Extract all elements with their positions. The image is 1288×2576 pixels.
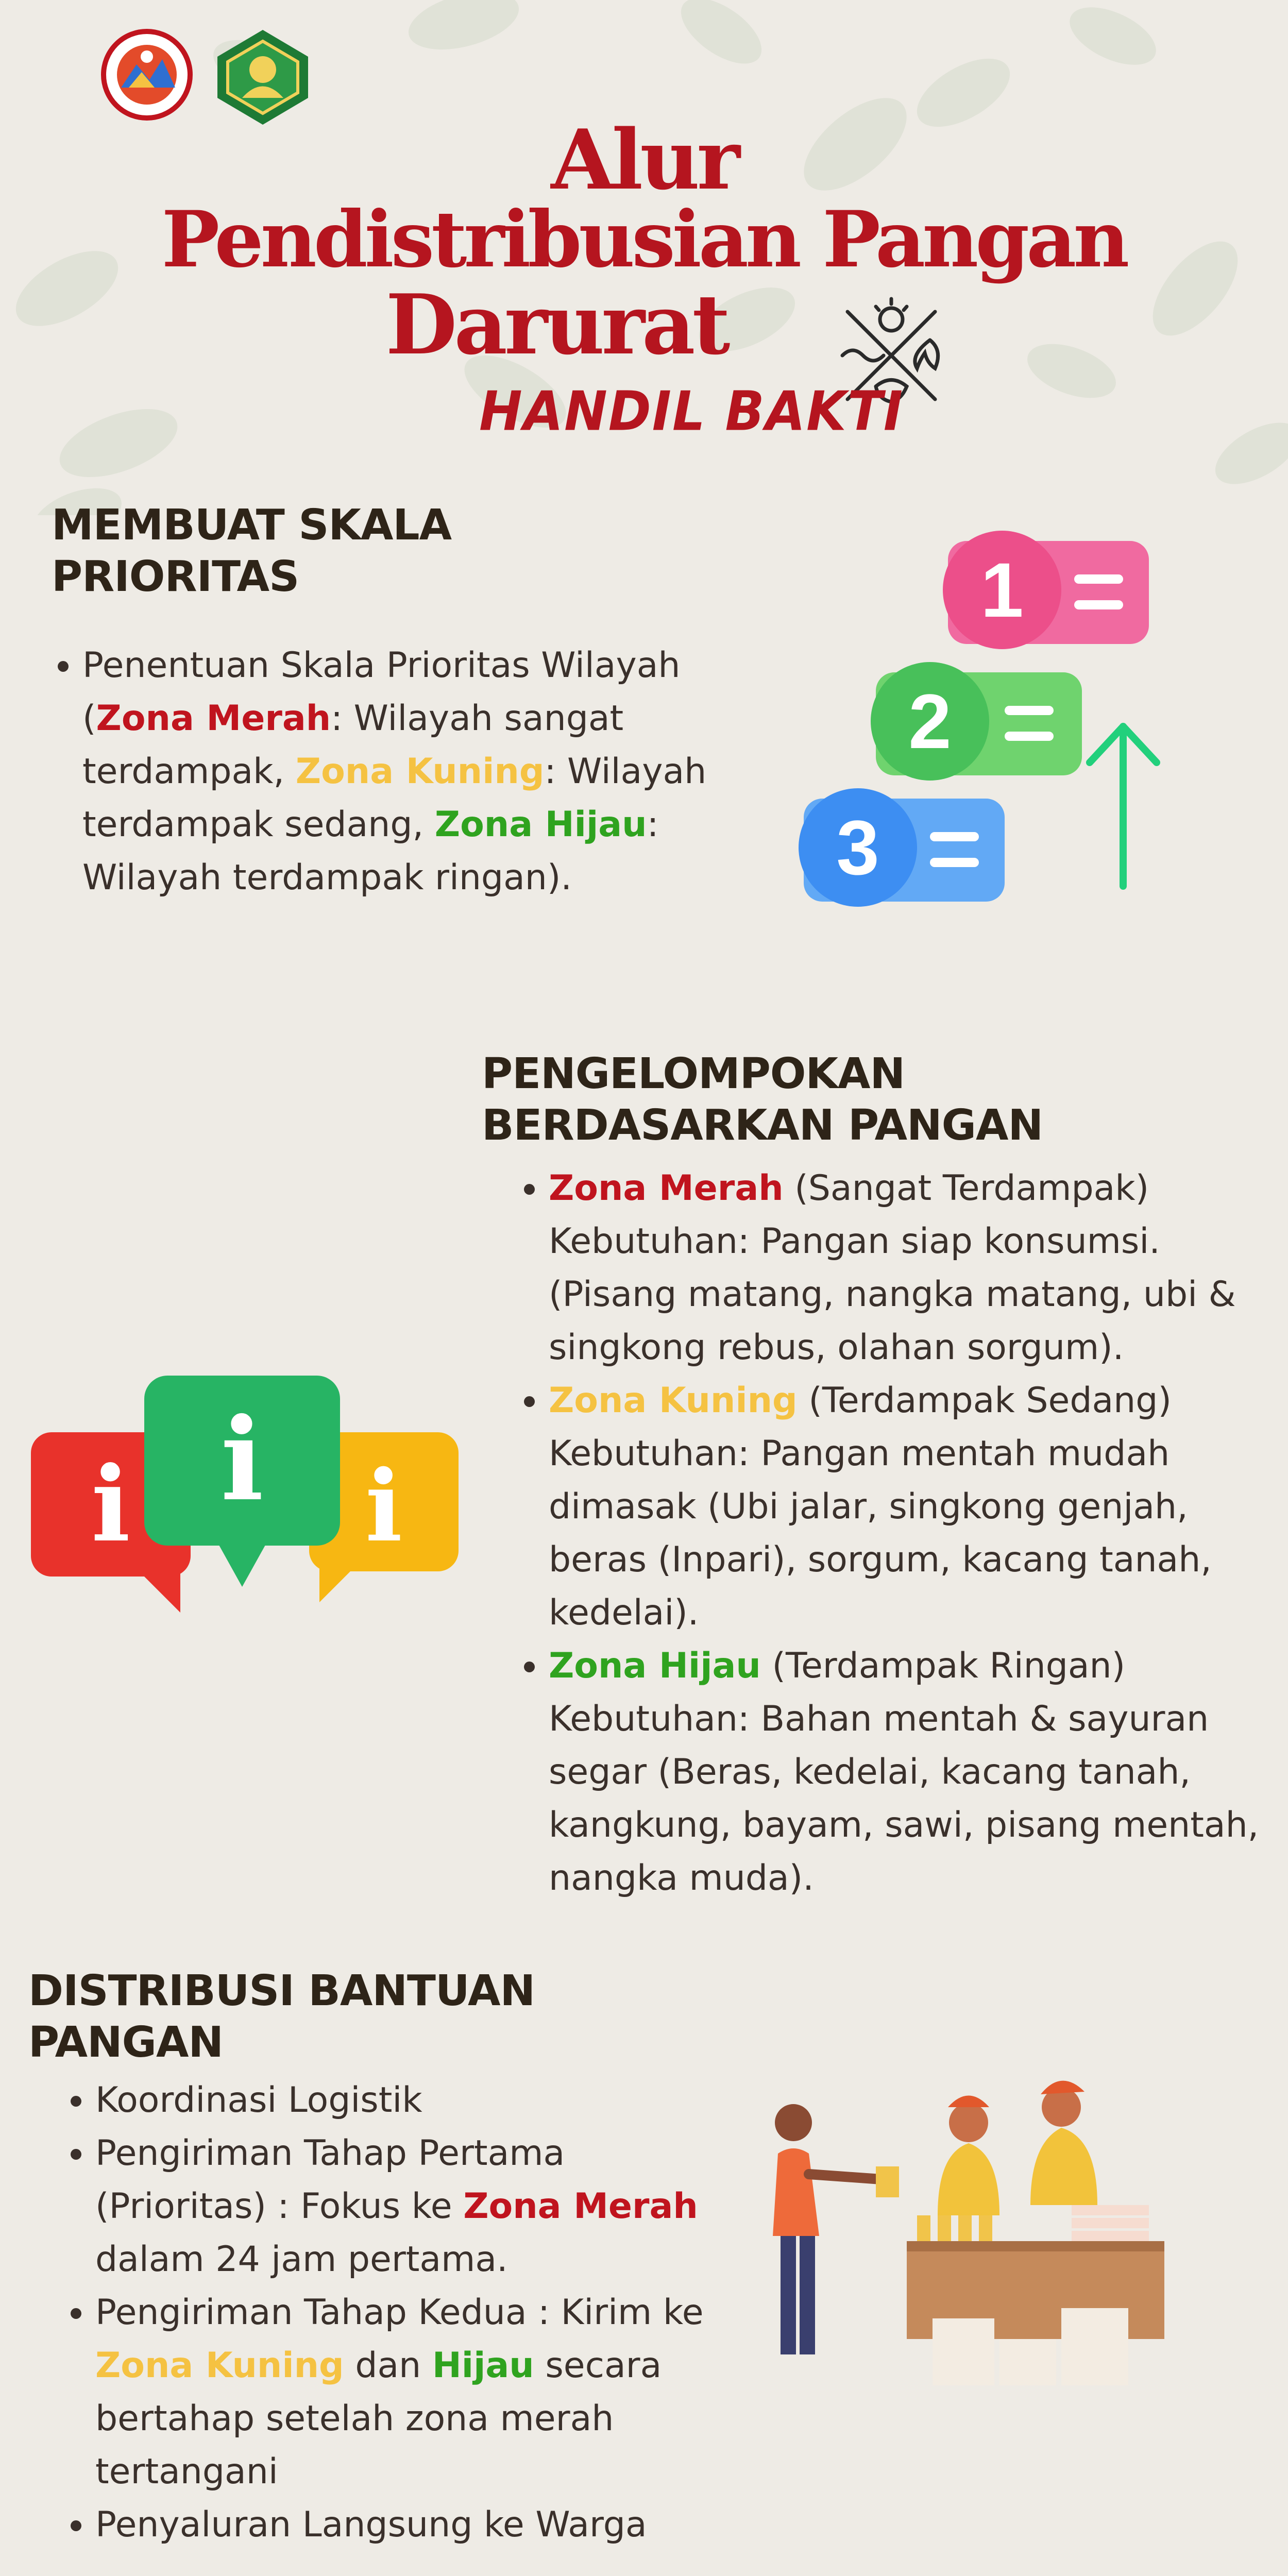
list-item: • Penentuan Skala Prioritas Wilayah (Zona Merah: Wilayah sangat terdampak, Zona Kuning: Wilayah terdampak sedang, Zona Hijau: Wilayah terdampak ringan). (82, 639, 716, 904)
title-line-1: Alur (551, 111, 737, 208)
list-item: • Koordinasi Logistik (95, 2074, 729, 2127)
rank-2-label: 2 (908, 678, 952, 765)
list-item: • Penyaluran Langsung ke Warga (95, 2498, 729, 2551)
university-logo (211, 26, 314, 129)
section3-title (28, 1965, 535, 2069)
bubble-letter-red: i (91, 1444, 130, 1565)
food-distribution-illustration (762, 2050, 1175, 2411)
section3-title-line1: DISTRIBUSI BANTUAN (28, 1967, 535, 2015)
title-line-3: Darurat (385, 276, 727, 373)
list-item: • Pengiriman Tahap Pertama (Prioritas) : Fokus ke Zona Merah dalam 24 jam pertama. (95, 2127, 729, 2286)
kkn-logo (100, 28, 193, 121)
section2-title-line2: BERDASARKAN PANGAN (482, 1101, 1043, 1150)
list-item: • Pengiriman Tahap Kedua : Kirim ke Zona Kuning dan Hijau secara bertahap setelah zona merah tertangani (95, 2286, 729, 2498)
bubble-letter-green: i (221, 1393, 264, 1526)
title-line-2: Pendistribusian Pangan (161, 194, 1127, 285)
section1-title (52, 500, 451, 603)
section1-list (36, 639, 716, 904)
list-item: • Zona Kuning (Terdampak Sedang) Kebutuhan: Pangan mentah mudah dimasak (Ubi jalar, singkong genjah, beras (Inpari), sorgum, kacang tanah, kedelai). (549, 1374, 1285, 1639)
bubble-letter-yellow: i (365, 1449, 403, 1564)
list-item: • Zona Merah (Sangat Terdampak) Kebutuhan: Pangan siap konsumsi. (Pisang matang, nangka matang, ubi & singkong rebus, olahan sorgum). (549, 1162, 1285, 1374)
priority-ranking-graphic (793, 531, 1195, 933)
rank-3-label: 3 (836, 804, 879, 891)
section2-title (482, 1048, 1043, 1151)
section3-title-line2: PANGAN (28, 2018, 224, 2067)
section3-list (49, 2074, 729, 2551)
list-item: • Zona Hijau (Terdampak Ringan) Kebutuhan: Bahan mentah & sayuran segar (Beras, kedelai, kacang tanah, kangkung, bayam, sawi, pisang mentah, nangka muda). (549, 1639, 1285, 1905)
section1-title-line2: PRIORITAS (52, 552, 299, 601)
section2-list (502, 1162, 1285, 1905)
up-arrow-icon (1082, 716, 1164, 891)
subtitle: HANDIL BAKTI (479, 380, 904, 443)
info-bubbles-graphic (31, 1376, 469, 1618)
section2-title-line1: PENGELOMPOKAN (482, 1049, 905, 1098)
rank-1-label: 1 (980, 547, 1024, 633)
section1-title-line1: MEMBUAT SKALA (52, 501, 452, 550)
